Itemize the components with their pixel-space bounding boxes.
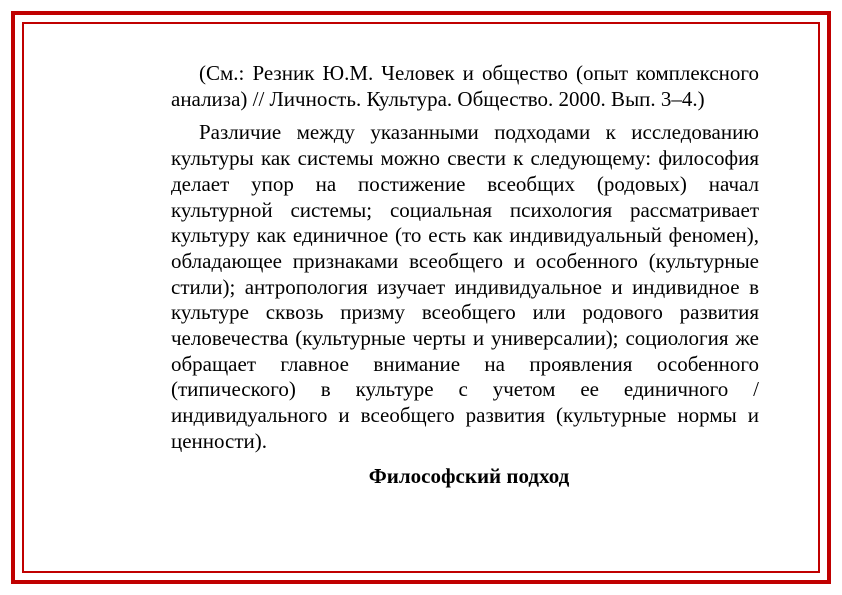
text-content	[171, 61, 759, 489]
body-paragraph: Различие между указанными подходами к исследованию культуры как системы можно свести к следующему: философия делает упор на постижение всеобщих (родовых) начал культурной системы; социальная психология рассматривает культуру как единичное (то есть как индивидуальный феномен), обладающее признаками всеобщего и особенного (культурные стили); антропология изучает индивидуальное и индивидное в культуре сквозь призму всеобщего или родового развития человечества (культурные черты и универсалии); социология же обращает главное внимание на проявления особенного (типического) в культуре с учетом ее единичного /индивидуального и всеобщего развития (культурные нормы и ценности).	[171, 120, 759, 453]
section-heading: Философский подход	[368, 463, 570, 488]
citation-paragraph: (См.: Резник Ю.М. Человек и общество (опыт комплексного анализа) // Личность. Культура. Общество. 2000. Вып. 3–4.)	[171, 61, 759, 111]
